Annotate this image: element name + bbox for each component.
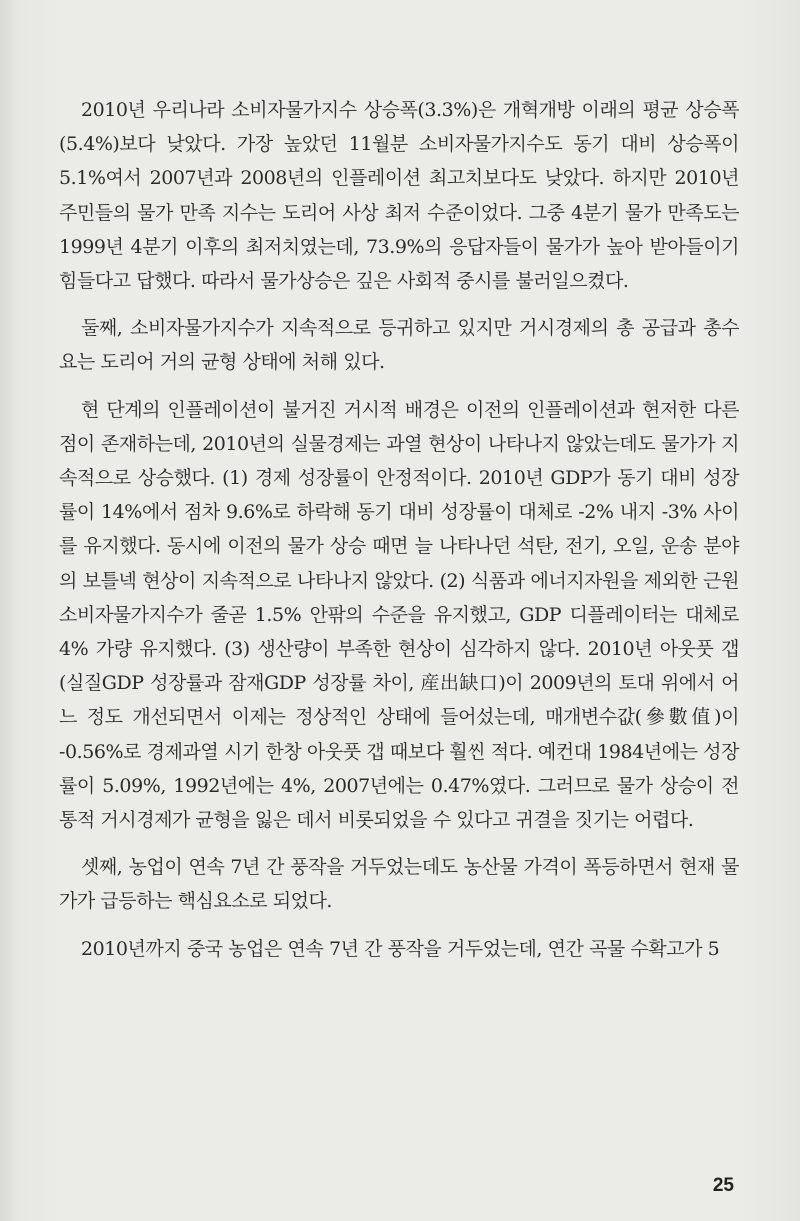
paragraph-agriculture-2010: 2010년까지 중국 농업은 연속 7년 간 풍작을 거두었는데, 연간 곡물 수확고가 5 (81, 937, 720, 960)
page-number: 25 (712, 1175, 734, 1196)
paragraph-cpi-2010: 2010년 우리나라 소비자물가지수 상승폭(3.3%)은 개혁개방 이래의 평균 상승폭(5.4%)보다 낮았다. 가장 높았던 11월분 소비자물가지수도 동기 대비 상승폭이 5.1%여서 2007년과 2008년의 인플레이션 최고치보다도 낮았다. 하지만 2010년 주민들의 물가 만족 지수는 도리어 사상 최저 수준이었다. 그중 4분기 물가 만족도는 1999년 4분기 이후의 최저치였는데, 73.9%의 응답자들이 물가가 높아 받아들이기 힘들다고 답했다. 따라서 물가상승은 깊은 사회적 중시를 불러일으켰다. (59, 99, 739, 293)
page-body (59, 93, 739, 979)
paragraph-macro-background: 현 단계의 인플레이션이 불거진 거시적 배경은 이전의 인플레이션과 현저한 다른 점이 존재하는데, 2010년의 실물경제는 과열 현상이 나타나지 않았는데도 물가가 지속적으로 상승했다. (1) 경제 성장률이 안정적이다. 2010년 GDP가 동기 대비 성장률이 14%에서 점차 9.6%로 하락해 동기 대비 성장률이 대체로 -2% 내지 -3% 사이를 유지했다. 동시에 이전의 물가 상승 때면 늘 나타나던 석탄, 전기, 오일, 운송 분야의 보틀넥 현상이 지속적으로 나타나지 않았다. (2) 식품과 에너지자원을 제외한 근원 소비자물가지수가 줄곧 1.5% 안팎의 수준을 유지했고, GDP 디플레이터는 대체로 4% 가량 유지했다. (3) 생산량이 부족한 현상이 심각하지 않다. 2010년 아웃풋 갭(실질GDP 성장률과 잠재GDP 성장률 차이, 産出缺口)이 2009년의 토대 위에서 어느 정도 개선되면서 이제는 정상적인 상태에 들어섰는데, 매개변수값(參數值)이 -0.56%로 경제과열 시기 한창 아웃풋 갭 때보다 훨씬 적다. 예컨대 1984년에는 성장률이 5.09%, 1992년에는 4%, 2007년에는 0.47%였다. 그러므로 물가 상승이 전통적 거시경제가 균형을 잃은 데서 비롯되었을 수 있다고 귀결을 짓기는 어렵다. (59, 398, 739, 832)
paragraph-second-point: 둘째, 소비자물가지수가 지속적으로 등귀하고 있지만 거시경제의 총 공급과 총수요는 도리어 거의 균형 상태에 처해 있다. (59, 317, 739, 374)
paragraph-third-point: 셋째, 농업이 연속 7년 간 풍작을 거두었는데도 농산물 가격이 폭등하면서 현재 물가가 급등하는 핵심요소로 되었다. (59, 856, 739, 913)
